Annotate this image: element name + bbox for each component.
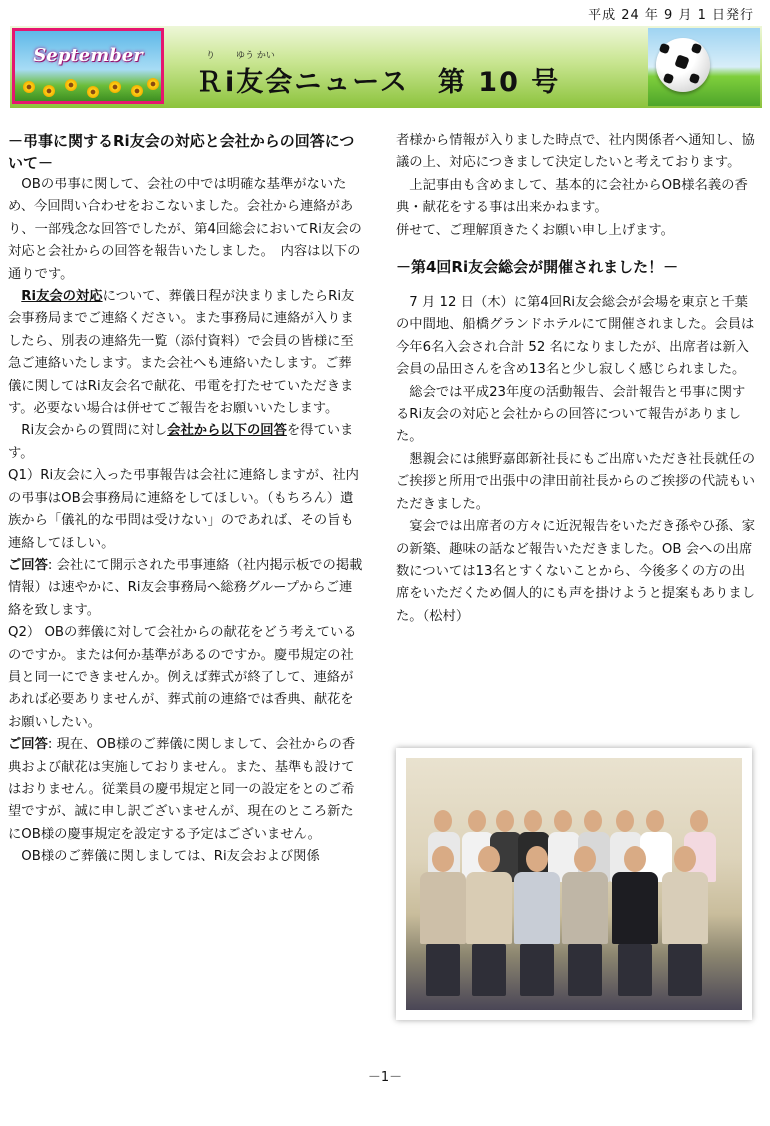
group-photo-image — [406, 758, 742, 1010]
person-body — [612, 872, 658, 944]
person-head — [496, 810, 514, 832]
person-body — [662, 872, 708, 944]
article1-paragraph: OB様のご葬儀に関しましては、Ri友会および関係 — [21, 849, 320, 865]
person-head — [468, 810, 486, 832]
article1-paragraph: Ri友会からの質問に対し会社から以下の回答を得ています。 — [8, 423, 354, 461]
article2-heading: －第4回Ri友会総会が開催されました！－ — [396, 258, 679, 277]
person-head — [584, 810, 602, 832]
question-2: Q2） OBの葬儀に対して会社からの献花をどう考えているのですか。または何か基準があるのですか。慶弔規定の社員と同一にできませんか。例えば葬式が終了して、連絡があれば必要ありませんが、葬式前の連絡では香典、献花をお願いしたい。 — [8, 625, 357, 730]
article2-paragraph: 懇親会には熊野嘉郎新社長にもご出席いただき社長就任のご挨拶と所用で出張中の津田前社長からのご挨拶の代読もいただきました。 — [396, 451, 756, 512]
sunflower-icon — [147, 78, 159, 90]
article2-paragraph: 総会では平成23年度の活動報告、会計報告と弔事に関するRi友会の対応と会社からの回答について報告がありました。 — [396, 384, 746, 445]
article1-paragraph: 上記事由も含めまして、基本的に会社からOB様名義の香典・献花をする事は出来かねます。 — [396, 177, 748, 216]
article1-continuation: 者様から情報が入りました時点で、社内関係者へ通知し、協議の上、対応につきまして決定したいと考えております。 — [396, 133, 755, 171]
answer-1: ご回答: 会社にて開示された弔事連絡（社内掲示板での掲載情報）は速やかに、Ri友会事務局へ総務グループからご連絡を致します。 — [8, 557, 363, 618]
article1-paragraph: Ri友会の対応について、葬儀日程が決まりましたらRi友会事務局までご連絡ください。また事務局に連絡が入りましたら、別表の連絡先一覧（添付資料）で会員の皆様に至急ご連絡いたします。また会社へも連絡いたします。ご葬儀に関してはRi友会名で献花、弔電を打たせていただきます。必要ない場合は併せてご報告をお願いいたします。 — [8, 289, 355, 417]
person-head — [574, 846, 596, 872]
person-legs — [668, 944, 702, 996]
person-legs — [568, 944, 602, 996]
person-head — [554, 810, 572, 832]
article2-paragraph: 7 月 12 日（木）に第4回Ri友会総会が会場を東京と千葉の中間地、船橋グランドホテルにて開催されました。会員は今年6名入会され合計 52 名になりましたが、出席者は新入会員の品田さんを含め13名と少し寂しく感じられました。 — [396, 295, 755, 378]
month-badge — [12, 28, 164, 104]
person-body — [466, 872, 512, 944]
answer-2: ご回答: 現在、OB様のご葬儀に関しまして、会社からの香典および献花は実施しておりません。また、基準も設けてはおりません。従業員の慶弔規定と同一の設定をとのご希望ですが、誠に申し訳ございませんが、現在のところ新たにOB様の慶事規定を設定する予定はございません。 — [8, 737, 356, 842]
newsletter-title: Ｒi友会ニュース 第 10 号 — [196, 67, 561, 98]
question-1: Q1）Ri友会に入った弔事報告は会社に連絡しますが、社内の弔事はOB会事務局に連絡をしてほしい。（もちろん）遺族から「儀礼的な弔問は受けない」のであれば、その旨も連絡してほしい。 — [8, 468, 359, 551]
right-column — [396, 130, 758, 628]
person-head — [674, 846, 696, 872]
sunflower-icon — [23, 81, 35, 93]
left-column — [8, 130, 363, 869]
person-body — [514, 872, 560, 944]
person-head — [434, 810, 452, 832]
answer-label: ご回答 — [8, 557, 48, 573]
title-ruby-yuukai: ゆう かい — [236, 51, 275, 61]
person-head — [690, 810, 708, 832]
person-body — [562, 872, 608, 944]
article2-paragraph: 宴会では出席者の方々に近況報告をいただき孫やひ孫、家の新築、趣味の話など報告いただきました。OB 会への出席数については13名とすくないことから、今後多くの方の出席をいただくため個人的にも声を掛けようと提案もありました。（松村） — [396, 519, 756, 624]
company-answer-label: 会社から以下の回答 — [167, 423, 287, 439]
person-legs — [472, 944, 506, 996]
person-legs — [520, 944, 554, 996]
person-head — [432, 846, 454, 872]
person-head — [616, 810, 634, 832]
person-head — [646, 810, 664, 832]
person-head — [526, 846, 548, 872]
person-head — [524, 810, 542, 832]
person-head — [624, 846, 646, 872]
sunflower-icon — [131, 85, 143, 97]
article1-heading: －弔事に関するRi友会の対応と会社からの回答について－ — [8, 132, 355, 172]
article1-paragraph: OBの弔事に関して、会社の中では明確な基準がないため、今回問い合わせをおこないました。会社から連絡があり、一部残念な回答でしたが、第4回総会においてRi友会の対応と会社からの回答を報告いたしました。 内容は以下の通りです。 — [8, 177, 362, 282]
sunflower-icon — [65, 79, 77, 91]
soccer-ball-image — [648, 28, 760, 106]
page-number: －1－ — [367, 1070, 403, 1085]
person-legs — [426, 944, 460, 996]
person-body — [420, 872, 466, 944]
answer-label: ご回答 — [8, 737, 48, 753]
sunflower-icon — [87, 86, 99, 98]
title-ruby-ri: り — [206, 51, 216, 61]
sunflower-icon — [109, 81, 121, 93]
person-legs — [618, 944, 652, 996]
sunflower-icon — [43, 85, 55, 97]
ri-response-label: Ri友会の対応 — [21, 289, 103, 305]
group-photo — [396, 748, 752, 1020]
issue-date: 平成 24 年 9 月 1 日発行 — [588, 8, 754, 23]
person-head — [478, 846, 500, 872]
soccer-ball-icon — [656, 38, 710, 92]
article1-paragraph: 併せて、ご理解頂きたくお願い申し上げます。 — [396, 222, 674, 238]
month-label: September — [33, 45, 143, 66]
